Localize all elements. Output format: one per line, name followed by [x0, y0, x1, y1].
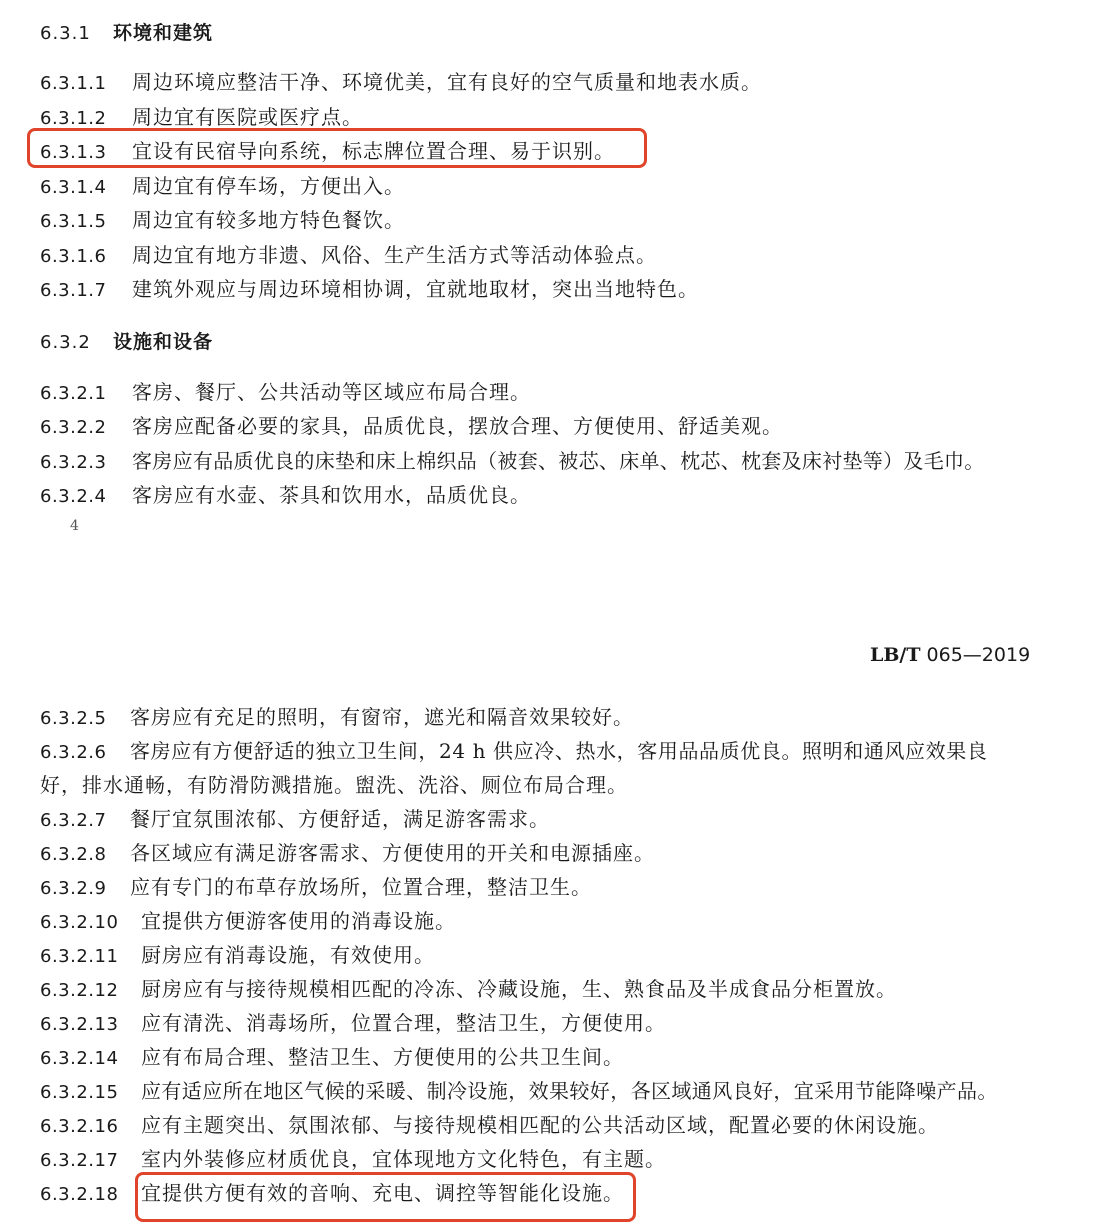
clause-text: 建筑外观应与周边环境相协调，宜就地取材，突出当地特色。	[132, 277, 699, 301]
clause-number: 6.3.2.14	[40, 1048, 119, 1069]
clause-number: 6.3.2.2	[40, 417, 107, 438]
clause-number: 6.3.2.4	[40, 486, 107, 507]
clause-6-3-1-5	[40, 205, 405, 235]
clause-6-3-2-17	[40, 1144, 666, 1174]
highlight-box-6-3-1-3	[27, 128, 647, 168]
clause-6-3-1-1	[40, 67, 762, 97]
clause-6-3-2-14	[40, 1042, 624, 1072]
clause-text: 厨房应有消毒设施，有效使用。	[141, 943, 435, 967]
clause-number: 6.3.1.6	[40, 246, 107, 267]
clause-number: 6.3.1.5	[40, 211, 107, 232]
section-title: 环境和建筑	[113, 22, 214, 44]
section-heading-6-3-1	[40, 17, 213, 47]
standard-prefix: LB/T	[870, 644, 921, 666]
clause-number: 6.3.2.18	[40, 1184, 119, 1205]
clause-number: 6.3.2.11	[40, 946, 119, 967]
clause-text: 餐厅宜氛围浓郁、方便舒适，满足游客需求。	[130, 807, 550, 831]
clause-6-3-2-8	[40, 838, 655, 868]
clause-text: 客房应有水壶、茶具和饮用水，品质优良。	[132, 483, 531, 507]
highlight-box-6-3-2-18	[135, 1172, 636, 1222]
clause-6-3-2-7	[40, 804, 550, 834]
section-title: 设施和设备	[113, 331, 214, 353]
clause-6-3-2-9	[40, 872, 592, 902]
clause-text: 周边环境应整洁干净、环境优美，宜有良好的空气质量和地表水质。	[132, 70, 762, 94]
clause-text: 周边宜有地方非遗、风俗、生产生活方式等活动体验点。	[132, 243, 657, 267]
section-number: 6.3.2	[40, 332, 91, 353]
clause-6-3-2-3	[40, 446, 985, 476]
clause-number: 6.3.2.17	[40, 1150, 119, 1171]
clause-6-3-2-16	[40, 1110, 939, 1140]
clause-6-3-2-10	[40, 906, 456, 936]
section-number: 6.3.1	[40, 23, 91, 44]
clause-text: 客房应配备必要的家具，品质优良，摆放合理、方便使用、舒适美观。	[132, 414, 783, 438]
clause-6-3-2-1	[40, 377, 531, 407]
clause-number: 6.3.2.15	[40, 1082, 119, 1103]
clause-6-3-2-12	[40, 974, 897, 1004]
clause-text: 应有清洗、消毒场所，位置合理，整洁卫生，方便使用。	[141, 1011, 666, 1035]
section-heading-6-3-2	[40, 326, 213, 356]
clause-number: 6.3.2.13	[40, 1014, 119, 1035]
clause-text: 厨房应有与接待规模相匹配的冷冻、冷藏设施，生、熟食品及半成食品分柜置放。	[141, 977, 897, 1001]
clause-text: 客房应有方便舒适的独立卫生间，24 h 供应冷、热水，客用品品质优良。照明和通风应效果良	[130, 739, 988, 763]
clause-text: 应有布局合理、整洁卫生、方便使用的公共卫生间。	[141, 1045, 624, 1069]
clause-text: 客房、餐厅、公共活动等区域应布局合理。	[132, 380, 531, 404]
clause-6-3-1-6	[40, 240, 657, 270]
clause-6-3-2-6-continued: 好，排水通畅，有防滑防溅措施。盥洗、洗浴、厕位布局合理。	[40, 773, 628, 797]
standard-number: 065—2019	[926, 644, 1031, 666]
clause-text: 客房应有品质优良的床垫和床上棉织品（被套、被芯、床单、枕芯、枕套及床衬垫等）及毛巾。	[132, 449, 985, 473]
clause-text: 应有适应所在地区气候的采暖、制冷设施，效果较好，各区域通风良好，宜采用节能降噪产品。	[141, 1079, 998, 1103]
clause-text: 宜设有民宿导向系统，标志牌位置合理、易于识别。	[132, 139, 615, 163]
clause-number: 6.3.2.16	[40, 1116, 119, 1137]
clause-number: 6.3.1.1	[40, 73, 107, 94]
clause-text: 室内外装修应材质优良，宜体现地方文化特色，有主题。	[141, 1147, 666, 1171]
clause-6-3-1-7	[40, 274, 699, 304]
clause-6-3-2-4	[40, 480, 531, 510]
clause-number: 6.3.2.3	[40, 452, 107, 473]
clause-number: 6.3.2.6	[40, 742, 107, 763]
clause-text: 周边宜有较多地方特色餐饮。	[132, 208, 405, 232]
clause-number: 6.3.2.7	[40, 810, 107, 831]
clause-text: 应有主题突出、氛围浓郁、与接待规模相匹配的公共活动区域，配置必要的休闲设施。	[141, 1113, 939, 1137]
clause-number: 6.3.2.9	[40, 878, 107, 899]
clause-number: 6.3.1.4	[40, 177, 107, 198]
clause-number: 6.3.2.12	[40, 980, 119, 1001]
clause-6-3-2-11	[40, 940, 435, 970]
clause-number: 6.3.2.8	[40, 844, 107, 865]
clause-6-3-2-6	[40, 736, 987, 766]
clause-number: 6.3.1.3	[40, 142, 107, 163]
clause-6-3-2-5	[40, 702, 634, 732]
clause-6-3-2-2	[40, 411, 783, 441]
clause-number: 6.3.1.7	[40, 280, 107, 301]
clause-number: 6.3.2.10	[40, 912, 119, 933]
standard-code	[870, 644, 1030, 666]
clause-6-3-2-15	[40, 1076, 998, 1106]
clause-text: 应有专门的布草存放场所，位置合理，整洁卫生。	[130, 875, 592, 899]
clause-text: 宜提供方便有效的音响、充电、调控等智能化设施。	[141, 1181, 624, 1205]
clause-6-3-1-4	[40, 171, 405, 201]
clause-6-3-2-13	[40, 1008, 666, 1038]
clause-text: 周边宜有停车场，方便出入。	[132, 174, 405, 198]
clause-number: 6.3.2.5	[40, 708, 107, 729]
clause-text: 宜提供方便游客使用的消毒设施。	[141, 909, 456, 933]
clause-number: 6.3.2.1	[40, 383, 107, 404]
clause-text: 周边宜有医院或医疗点。	[132, 105, 363, 129]
clause-text: 客房应有充足的照明，有窗帘，遮光和隔音效果较好。	[130, 705, 634, 729]
page-number: 4	[70, 518, 79, 534]
clause-number: 6.3.1.2	[40, 108, 107, 129]
clause-text: 各区域应有满足游客需求、方便使用的开关和电源插座。	[130, 841, 655, 865]
